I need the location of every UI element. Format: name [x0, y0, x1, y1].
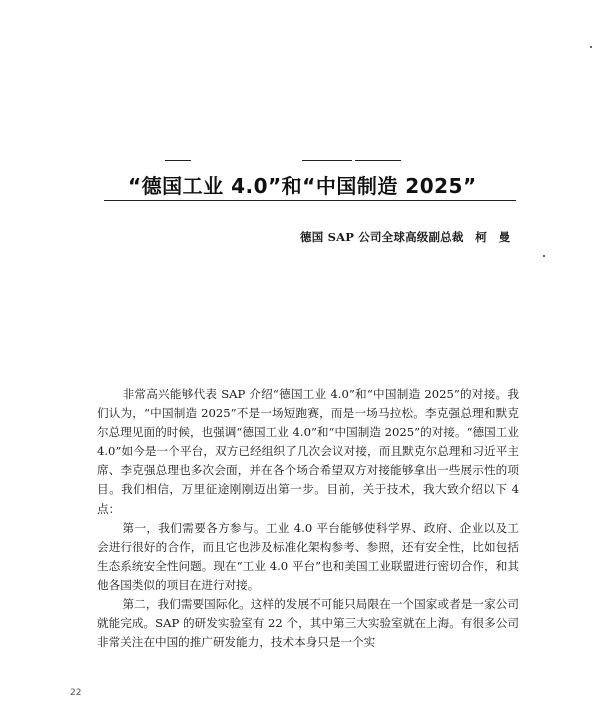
author-byline: 德国 SAP 公司全球高级副总裁 柯 曼 — [300, 230, 511, 244]
title-rule-top-3 — [355, 160, 401, 161]
article-body — [97, 385, 519, 652]
title-rule-top-2 — [302, 160, 352, 161]
paragraph-1: 非常高兴能够代表 SAP 介绍“德国工业 4.0”和“中国制造 2025”的对接。我们认为，“中国制造 2025”不是一场短跑赛，而是一场马拉松。李克强总理和默克尔总理见面的时候，也强调“德国工业 4.0”和“中国制造 2025”的对接。“德国工业 4.0”如今是一个平台，双方已经组织了几次会议对接，而且默克尔总理和习近平主席、李克强总理也多次会面，并在各个场合希望双方对接能够拿出一些展示性的项目。我们相信，万里征途刚刚迈出第一步。目前，关于技术，我大致介绍以下 4 点： — [97, 387, 519, 516]
title-rule-bottom — [104, 200, 516, 201]
scan-speck — [543, 255, 545, 257]
article-title: “德国工业 4.0”和“中国制造 2025” — [128, 174, 477, 198]
paragraph-3: 第二，我们需要国际化。这样的发展不可能只局限在一个国家或者是一家公司就能完成。SAP 的研发实验室有 22 个，其中第三大实验室就在上海。有很多公司非常关注在中国的推广研发能力，技术本身只是一个实 — [97, 597, 519, 650]
page-number: 22 — [70, 688, 82, 698]
scan-speck — [590, 46, 592, 48]
title-rule-top-1 — [165, 160, 191, 161]
paragraph-2: 第一，我们需要各方参与。工业 4.0 平台能够使科学界、政府、企业以及工会进行很好的合作，而且它也涉及标准化架构参考、参照，还有安全性，比如包括生态系统安全性问题。现在“工业 4.0 平台”也和美国工业联盟进行密切合作，和其他各国类似的项目在进行对接。 — [97, 520, 519, 592]
